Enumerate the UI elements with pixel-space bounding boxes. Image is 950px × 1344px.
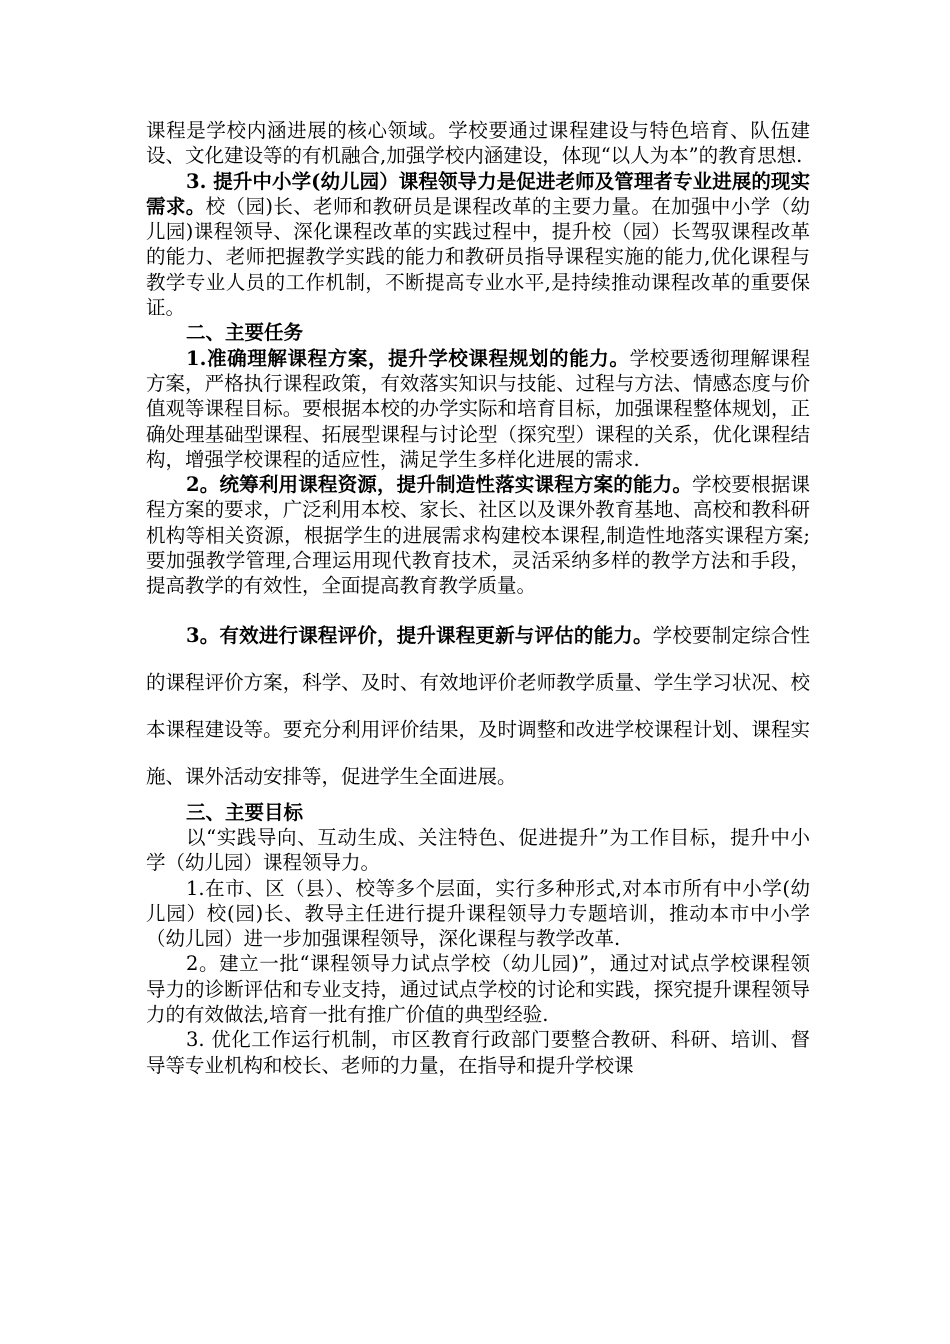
task-1-heading: 1.准确理解课程方案，提升学校课程规划的能力。 [186,346,630,370]
item-3-body: 校（园)长、老师和教研员是课程改革的主要力量。在加强中小学（幼儿园)课程领导、深化课程改革的实践过程中，提升校（园）长驾驭课程改革的能力、老师把握教学实践的能力和教研员指导课程实施的能力,优化课程与教学专业人员的工作机制，不断提高专业水平,是持续推动课程改革的重要保证。 [146,194,810,320]
paragraph-goal-3: 3. 优化工作运行机制，市区教育行政部门要整合教研、科研、培训、督导等专业机构和校长、老师的力量，在指导和提升学校课 [146,1028,810,1077]
task-2-heading: 2。统筹利用课程资源，提升制造性落实课程方案的能力。 [186,473,693,497]
item-3-heading: 3. 提升中小学(幼儿园）课程领导力是促进老师及管理者专业进展的现实需求。 [146,169,810,218]
paragraph-task-1 [146,346,810,472]
section-heading-main-goals: 三、主要目标 [186,800,304,824]
document-page [146,118,810,1078]
paragraph-item-3 [146,169,810,321]
paragraph-intro: 课程是学校内涵进展的核心领域。学校要通过课程建设与特色培育、队伍建设、文化建设等的有机融合,加强学校内涵建设，体现“以人为本”的教育思想. [146,119,810,168]
task-2-body: 学校要根据课程方案的要求，广泛利用本校、家长、社区以及课外教育基地、高校和教科研机构等相关资源，根据学生的进展需求构建校本课程,制造性地落实课程方案;要加强教学管理,合理运用现代教育技术，灵活采纳多样的教学方法和手段，提高教学的有效性，全面提高教育教学质量。 [146,473,810,598]
task-3-heading: 3。有效进行课程评价，提升课程更新与评估的能力。 [186,623,653,647]
paragraph-task-3 [146,612,810,800]
paragraph-goal-2: 2。建立一批“课程领导力试点学校（幼儿园)”，通过对试点学校课程领导力的诊断评估和专业支持，通过试点学校的讨论和实践，探究提升课程领导力的有效做法,培育一批有推广价值的典型经验. [146,952,810,1027]
task-3-body: 学校要制定综合性的课程评价方案，科学、及时、有效地评价老师教学质量、学生学习状况、校本课程建设等。要充分利用评价结果，及时调整和改进学校课程计划、课程实施、课外活动安排等，促进学生全面进展。 [146,623,810,788]
paragraph-goal-intro: 以“实践导向、互动生成、关注特色、促进提升”为工作目标，提升中小学（幼儿园）课程领导力。 [146,825,810,875]
paragraph-task-2 [146,472,810,598]
paragraph-goal-1: 1.在市、区（县）、校等多个层面，实行多种形式,对本市所有中小学(幼儿园）校(园)长、教导主任进行提升课程领导力专题培训，推动本市中小学（幼儿园）进一步加强课程领导，深化课程与教学改革. [146,876,810,951]
task-1-body: 学校要透彻理解课程方案，严格执行课程政策，有效落实知识与技能、过程与方法、情感态度与价值观等课程目标。要根据本校的办学实际和培育目标，加强课程整体规划，正确处理基础型课程、拓展型课程与讨论型（探究型）课程的关系，优化课程结构，增强学校课程的适应性，满足学生多样化进展的需求. [146,346,810,471]
section-heading-main-tasks: 二、主要任务 [186,321,304,345]
